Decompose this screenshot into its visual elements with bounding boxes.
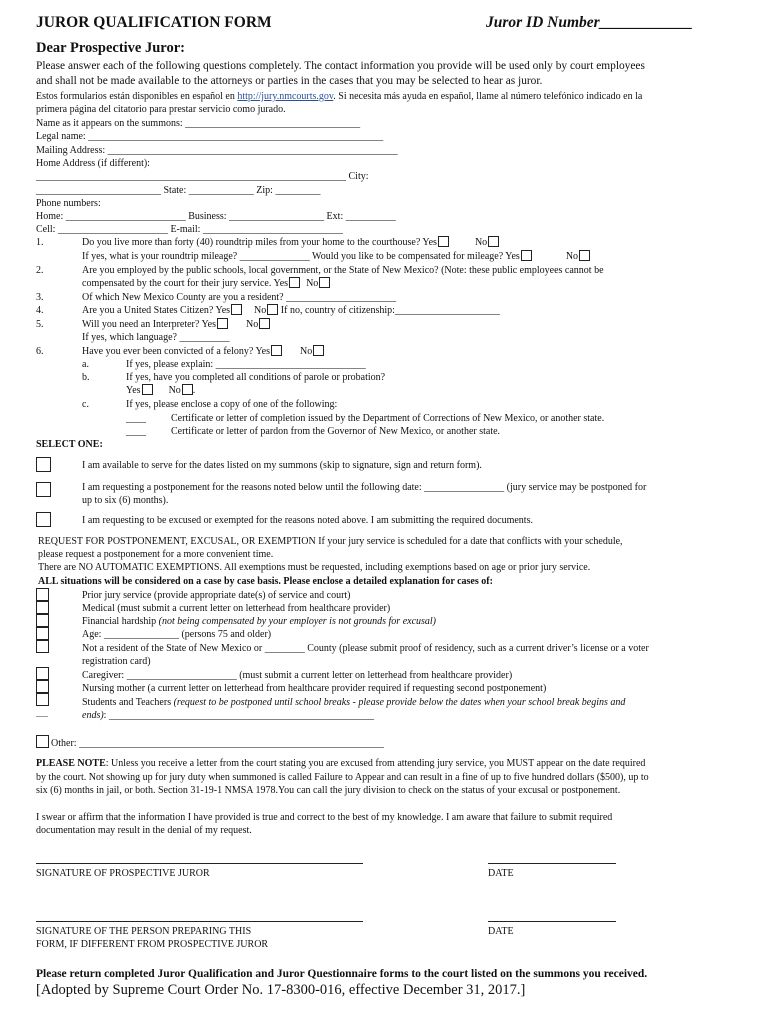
juror-id-field[interactable]: Juror ID Number____________: [486, 14, 693, 31]
preparer-signature-label-line-2: FORM, IF DIFFERENT FROM PROSPECTIVE JUROR: [36, 939, 269, 950]
request-line-1: REQUEST FOR POSTPONEMENT, EXCUSAL, OR EXEMPTION If your jury service is scheduled for a date that conflicts with your schedule,: [38, 536, 623, 547]
other-field[interactable]: Other: _____________________________________________________________: [51, 738, 385, 749]
available-option: I am available to serve for the dates listed on my summons (skip to signature, sign and return form).: [82, 460, 482, 471]
note-line-2: by the court. Not showing up for jury duty when summoned is called Failure to Appear and can result in a fine of up to five hundred dollars ($500), up to: [36, 772, 649, 783]
q2-number: 2.: [36, 265, 44, 276]
q1b-yes-checkbox[interactable]: [521, 250, 532, 261]
preparer-signature-line[interactable]: [36, 921, 363, 922]
home-address-label: Home Address (if different):: [36, 158, 150, 169]
cert2-text: Certificate or letter of pardon from the Governor of New Mexico, or another state.: [171, 426, 501, 437]
select-one-heading: SELECT ONE:: [36, 439, 103, 450]
greeting: Dear Prospective Juror:: [36, 40, 185, 56]
adopted-order: [Adopted by Supreme Court Order No. 17-8300-016, effective December 31, 2017.]: [36, 982, 526, 998]
caregiver-checkbox[interactable]: [36, 667, 49, 680]
q1-number: 1.: [36, 237, 44, 248]
juror-date-label: DATE: [488, 868, 514, 879]
q4-number: 4.: [36, 305, 44, 316]
name-summons-field[interactable]: Name as it appears on the summons: ___________________________________: [36, 118, 361, 129]
q2-yes-checkbox[interactable]: [289, 277, 300, 288]
reason-prior-service: Prior jury service (provide appropriate date(s) of service and court): [82, 590, 351, 601]
q6b-yes-checkbox[interactable]: [142, 384, 153, 395]
city-field[interactable]: ______________________________________________________________ City:: [36, 171, 369, 182]
medical-checkbox[interactable]: [36, 601, 49, 614]
preparer-signature-label-line-1: SIGNATURE OF THE PERSON PREPARING THIS: [36, 926, 252, 937]
question-2b: compensated by the court for their jury service. Yes No: [82, 277, 330, 290]
q3-number: 3.: [36, 292, 44, 303]
prior-service-checkbox[interactable]: [36, 588, 49, 601]
q6-yes-checkbox[interactable]: [271, 345, 282, 356]
reason-financial: Financial hardship (not being compensated by your employer is not grounds for excusal): [82, 616, 437, 627]
q6-no-checkbox[interactable]: [313, 345, 324, 356]
jury-website-link[interactable]: http://jury.nmcourts.gov: [237, 91, 334, 102]
reason-nursing: Nursing mother (a current letter on letterhead from healthcare provider required if requesting second postponement): [82, 683, 547, 694]
q5-yes-checkbox[interactable]: [217, 318, 228, 329]
q4-no-checkbox[interactable]: [267, 304, 278, 315]
note-line-3: six (6) months in jail, or both. Section 31-19-1 NMSA 1978.You can call the jury division to check on the status of your excusal or postponement.: [36, 785, 621, 796]
other-checkbox[interactable]: [36, 735, 49, 748]
reason-caregiver[interactable]: Caregiver: ______________________ (must submit a current letter on letterhead from healthcare provider): [82, 670, 513, 681]
cell-email-field[interactable]: Cell: ______________________ E-mail: ____________________________: [36, 224, 343, 235]
spanish-note-line-2: primera página del citatorio para prestar servicio como jurado.: [36, 104, 286, 115]
q6c-label: c.: [82, 399, 89, 410]
reason-non-resident-line-1[interactable]: Not a resident of the State of New Mexico or ________ County (please submit proof of residency, such as a current driver’s license or a voter: [82, 643, 649, 654]
question-1b: If yes, what is your roundtrip mileage? ______________ Would you like to be compensated for mileage? Yes No: [82, 250, 590, 263]
state-zip-field[interactable]: _________________________ State: _____________ Zip: _________: [36, 185, 321, 196]
q6-number: 6.: [36, 346, 44, 357]
q1-yes-checkbox[interactable]: [438, 236, 449, 247]
question-1: Do you live more than forty (40) roundtrip miles from your home to the courthouse? Yes No: [82, 236, 499, 249]
affirmation-line-2: documentation may result in the denial of my request.: [36, 825, 252, 836]
q5-no-checkbox[interactable]: [259, 318, 270, 329]
q5-number: 5.: [36, 319, 44, 330]
available-checkbox[interactable]: [36, 457, 51, 472]
question-4: Are you a United States Citizen? Yes No If no, country of citizenship:_____________________: [82, 305, 500, 316]
question-5: Will you need an Interpreter? Yes No: [82, 318, 270, 331]
postponement-option-line-1: I am requesting a postponement for the reasons noted below until the following date: ________________ (jury service may be postponed for: [82, 482, 647, 493]
juror-signature-label: SIGNATURE OF PROSPECTIVE JUROR: [36, 868, 210, 879]
q6b-question: If yes, have you completed all conditions of parole or probation?: [126, 372, 386, 383]
question-3[interactable]: Of which New Mexico County are you a resident? ______________________: [82, 292, 397, 303]
intro-line-1: Please answer each of the following questions completely. The contact information you provide will be used only by court employees: [36, 60, 645, 72]
legal-name-field[interactable]: Legal name: ___________________________________________________________: [36, 131, 384, 142]
postponement-option-line-2: up to six (6) months).: [82, 495, 169, 506]
postponement-checkbox[interactable]: [36, 482, 51, 497]
mailing-address-field[interactable]: Mailing Address: __________________________________________________________: [36, 145, 398, 156]
q6a-label: a.: [82, 359, 89, 370]
juror-date-line[interactable]: [488, 863, 616, 864]
phone-numbers-label: Phone numbers:: [36, 198, 101, 209]
q6b-answer: Yes No .: [126, 385, 196, 396]
q1-no-checkbox[interactable]: [488, 236, 499, 247]
return-instructions: Please return completed Juror Qualification and Juror Questionnaire forms to the court listed on the summons you received.: [36, 968, 648, 980]
q4-yes-checkbox[interactable]: [231, 304, 242, 315]
affirmation-line-1: I swear or affirm that the information I have provided is true and correct to the best of my knowledge. I am aware that failure to submit required: [36, 812, 613, 823]
reason-medical: Medical (must submit a current letter on letterhead from healthcare provider): [82, 603, 391, 614]
request-line-4: ALL situations will be considered on a case by case basis. Please enclose a detailed explanation for cases of:: [38, 576, 493, 587]
reason-age[interactable]: Age: _______________ (persons 75 and older): [82, 629, 272, 640]
q6c-question: If yes, please enclose a copy of one of the following:: [126, 399, 338, 410]
reason-student-teacher-line-1: Students and Teachers (request to be postponed until school breaks - please provide below the dates when your school break begins and: [82, 697, 626, 708]
q6b-label: b.: [82, 372, 90, 383]
juror-signature-line[interactable]: [36, 863, 363, 864]
question-5b[interactable]: If yes, which language? __________: [82, 332, 230, 343]
age-checkbox[interactable]: [36, 627, 49, 640]
q6b-no-checkbox[interactable]: [182, 384, 193, 395]
student-teacher-dash: ___: [36, 709, 48, 718]
q1b-no-checkbox[interactable]: [579, 250, 590, 261]
cert1-blank[interactable]: ____: [126, 413, 146, 424]
excusal-option: I am requesting to be excused or exempted for the reasons noted above. I am submitting the required documents.: [82, 515, 533, 526]
q6a-explain-field[interactable]: If yes, please explain: ______________________________: [126, 359, 366, 370]
request-line-2: please request a postponement for a more convenient time.: [38, 549, 274, 560]
non-resident-checkbox[interactable]: [36, 640, 49, 653]
request-line-3: There are NO AUTOMATIC EXEMPTIONS. All exemptions must be requested, including exemptions based on age or prior jury service.: [38, 562, 591, 573]
excusal-checkbox[interactable]: [36, 512, 51, 527]
form-title: JUROR QUALIFICATION FORM: [36, 14, 272, 31]
preparer-date-label: DATE: [488, 926, 514, 937]
nursing-checkbox[interactable]: [36, 680, 49, 693]
financial-checkbox[interactable]: [36, 614, 49, 627]
note-line-1: PLEASE NOTE: Unless you receive a letter from the court stating you are excused from attending jury service, you MUST appear on the date required: [36, 758, 646, 769]
cert1-text: Certificate or letter of completion issued by the Department of Corrections of New Mexico, or another state.: [171, 413, 605, 424]
reason-student-teacher-line-2[interactable]: ends): _____________________________________________________: [82, 710, 374, 721]
student-teacher-checkbox[interactable]: [36, 693, 49, 706]
spanish-note-line-1: Estos formularios están disponibles en español en http://jury.nmcourts.gov. Si necesita más ayuda en español, llame al número telefónico indicado en la: [36, 91, 643, 102]
reason-non-resident-line-2: registration card): [82, 656, 151, 667]
intro-line-2: and shall not be made available to the attorneys or parties in the cases that you may be selected to hear as juror.: [36, 75, 543, 87]
q2-no-checkbox[interactable]: [319, 277, 330, 288]
preparer-date-line[interactable]: [488, 921, 616, 922]
home-phone-field[interactable]: Home: ________________________ Business: ___________________ Ext: __________: [36, 211, 396, 222]
question-6: Have you ever been convicted of a felony? Yes No: [82, 345, 324, 358]
question-2: Are you employed by the public schools, local government, or the State of New Mexico? (Note: these public employees cannot be: [82, 265, 604, 276]
cert2-blank[interactable]: ____: [126, 426, 146, 437]
